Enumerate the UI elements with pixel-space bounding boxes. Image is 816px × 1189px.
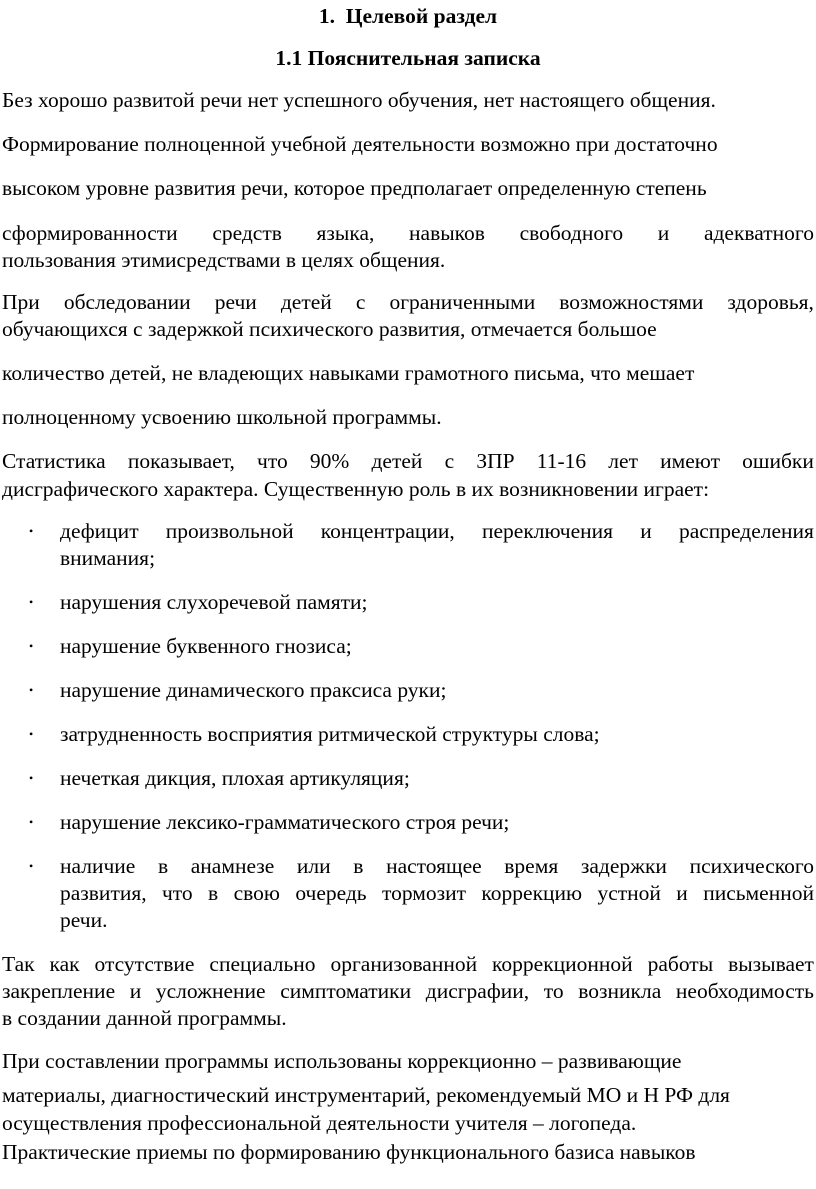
word: с [355, 290, 366, 314]
word: в [157, 854, 169, 878]
word: коррекцию [481, 881, 583, 905]
bullet-symbol: • [29, 683, 34, 697]
list-item: нарушение лексико-грамматического строя речи; [60, 810, 510, 834]
word: сформированности [2, 221, 178, 245]
list-item-line [60, 518, 814, 544]
word: обследовании [63, 290, 191, 314]
word: психического [689, 854, 814, 878]
word: задержки [580, 854, 667, 878]
list-item-line: внимания; [60, 546, 156, 570]
text-line: материалы, диагностический инструментарий, рекомендуемый МО и Н РФ для [2, 1083, 730, 1107]
word: речи [214, 290, 257, 314]
text-line: дисграфического характера. Существенную роль в их возникновении играет: [2, 477, 710, 501]
bullet-symbol: • [29, 524, 34, 538]
word: в [353, 854, 364, 878]
word: возникла [578, 979, 662, 1003]
word: как [49, 952, 80, 976]
justified-line [2, 220, 814, 246]
word: 90% [309, 449, 350, 473]
bullet-symbol: • [29, 815, 34, 829]
text-line: в создании данной программы. [2, 1006, 287, 1030]
word: наличие [60, 854, 136, 878]
list-item: затрудненность восприятия ритмической структуры слова; [60, 722, 600, 746]
word: коррекционной [492, 952, 633, 976]
word: устной [597, 881, 661, 905]
word: анамнезе [190, 854, 275, 878]
word: навыков [409, 221, 485, 245]
word: что [161, 881, 193, 905]
text-line: количество детей, не владеющих навыками грамотного письма, что мешает [2, 361, 695, 385]
word: переключения [482, 519, 614, 543]
word: усложнение [155, 979, 266, 1003]
word: дисграфии, [425, 979, 530, 1003]
text-line: При составлении программы использованы коррекционно – развивающие [2, 1049, 682, 1073]
word: Так [2, 952, 35, 976]
text-line: осуществления профессиональной деятельности учителя – логопеда. [2, 1111, 637, 1135]
word: детей [280, 290, 332, 314]
text-line: обучающихся с задержкой психического развития, отмечается большое [2, 317, 657, 341]
word: симптоматики [280, 979, 412, 1003]
word: свободного [519, 221, 624, 245]
word: отсутствие [94, 952, 195, 976]
subsection-heading: 1.1 Пояснительная записка [275, 46, 541, 70]
bullet-symbol: • [29, 595, 34, 609]
word: письменной [703, 881, 814, 905]
word: показывает, [127, 449, 235, 473]
word: Статистика [2, 449, 106, 473]
section-number: 1. [318, 4, 336, 28]
word: свою [233, 881, 280, 905]
word: имеют [660, 449, 720, 473]
bullet-symbol: • [29, 859, 34, 873]
word: ЗПР [476, 449, 515, 473]
bullet-symbol: • [29, 639, 34, 653]
text-line: полноценному усвоению школьной программы. [2, 405, 442, 429]
bullet-symbol: • [29, 771, 34, 785]
list-item: нарушение буквенного гнозиса; [60, 634, 352, 658]
section-heading [0, 4, 816, 29]
justified-line [2, 289, 814, 315]
word: дефицит [60, 519, 139, 543]
bullet-symbol: • [29, 727, 34, 741]
word: и [640, 519, 652, 543]
word: настоящее [386, 854, 482, 878]
justified-line [2, 448, 814, 474]
list-item-line: речи. [60, 908, 108, 932]
word: в [208, 881, 219, 905]
word: лет [608, 449, 638, 473]
word: средств [212, 221, 282, 245]
list-item-line [60, 853, 814, 879]
word: развития, [60, 881, 147, 905]
text-line: пользования этимисредствами в целях общения. [2, 248, 446, 272]
list-item: нарушения слухоречевой памяти; [60, 590, 368, 614]
word: что [257, 449, 288, 473]
word: работы [647, 952, 714, 976]
justified-line [2, 951, 814, 977]
word: необходимость [675, 979, 814, 1003]
word: языка, [316, 221, 375, 245]
text-line: Формирование полноценной учебной деятельности возможно при достаточно [2, 132, 718, 156]
word: или [296, 854, 331, 878]
word: то [543, 979, 564, 1003]
word: время [504, 854, 559, 878]
word: концентрации, [320, 519, 455, 543]
section-title: Целевой раздел [345, 4, 498, 28]
list-item: нечеткая дикция, плохая артикуляция; [60, 766, 410, 790]
word: с [444, 449, 455, 473]
word: 11-16 [536, 449, 587, 473]
word: ограниченными [389, 290, 536, 314]
word: При [2, 290, 40, 314]
text-line: Без хорошо развитой речи нет успешного обучения, нет настоящего общения. [2, 88, 716, 112]
word: вызывает [728, 952, 814, 976]
word: закрепление [2, 979, 116, 1003]
list-item: нарушение динамического праксиса руки; [60, 678, 447, 702]
word: здоровья, [727, 290, 814, 314]
word: специально [209, 952, 316, 976]
word: очередь [295, 881, 367, 905]
word: и [676, 881, 688, 905]
word: ошибки [742, 449, 814, 473]
word: распределения [678, 519, 814, 543]
text-line: Практические приемы по формированию функционального базиса навыков [2, 1140, 696, 1164]
word: произвольной [165, 519, 294, 543]
list-item-line [60, 880, 814, 906]
word: тормозит [382, 881, 467, 905]
word: и [129, 979, 142, 1003]
justified-line [2, 978, 814, 1004]
word: и [657, 221, 670, 245]
word: детей [371, 449, 423, 473]
word: адекватного [703, 221, 814, 245]
word: возможностями [559, 290, 704, 314]
word: организованной [330, 952, 478, 976]
text-line: высоком уровне развития речи, которое предполагает определенную степень [2, 176, 707, 200]
